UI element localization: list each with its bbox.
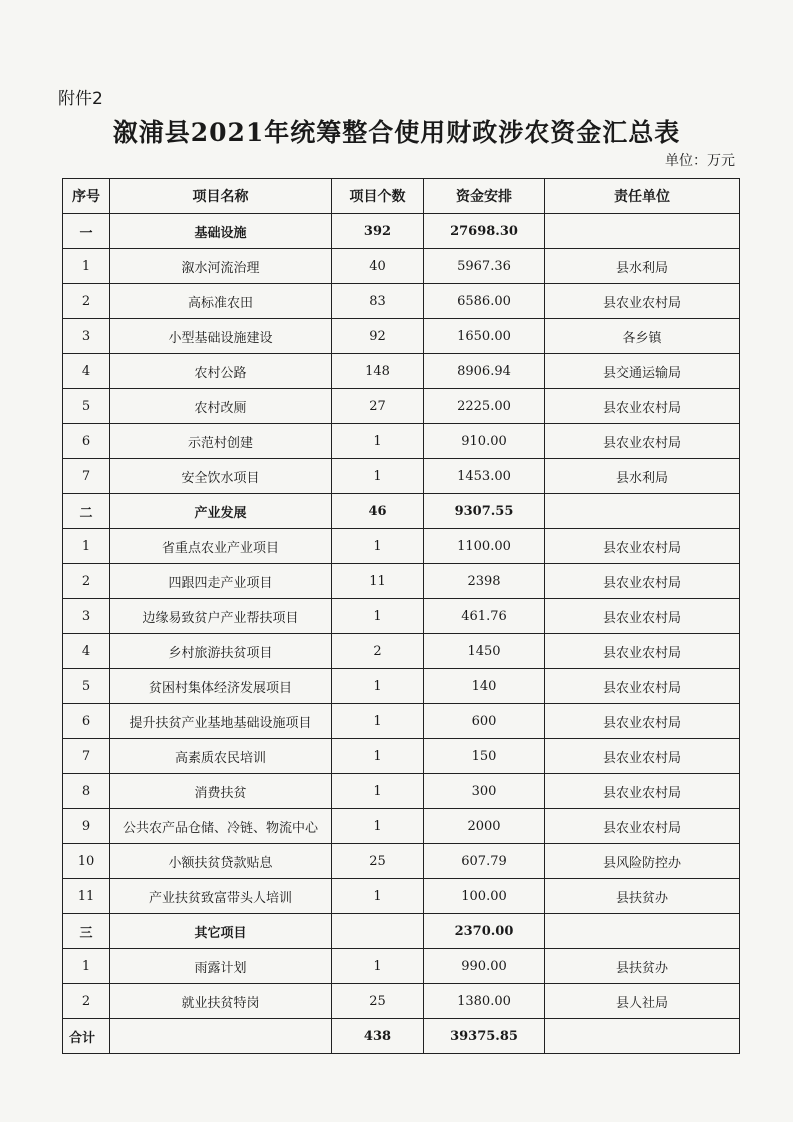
cell-fund-amount: 910.00 [424,424,545,459]
cell-project-count [332,914,424,949]
cell-project-count: 25 [332,984,424,1019]
cell-fund-amount: 9307.55 [424,494,545,529]
table-row [63,459,740,494]
cell-no: 3 [63,319,110,354]
cell-project-count: 1 [332,424,424,459]
header-responsible-unit: 责任单位 [545,179,740,214]
cell-no: 5 [63,669,110,704]
cell-fund-amount: 100.00 [424,879,545,914]
category-row [63,494,740,529]
cell-fund-amount: 39375.85 [424,1019,545,1054]
cell-responsible-unit: 县农业农村局 [545,739,740,774]
cell-project-count: 438 [332,1019,424,1054]
cell-responsible-unit: 县水利局 [545,459,740,494]
table-row [63,704,740,739]
cell-responsible-unit: 县风险防控办 [545,844,740,879]
cell-no: 8 [63,774,110,809]
cell-fund-amount: 1450 [424,634,545,669]
cell-responsible-unit: 县农业农村局 [545,774,740,809]
cell-responsible-unit: 县农业农村局 [545,284,740,319]
cell-project-count: 148 [332,354,424,389]
table-row [63,424,740,459]
cell-responsible-unit [545,914,740,949]
table-header-row [63,179,740,214]
cell-fund-amount: 140 [424,669,545,704]
cell-project-name: 贫困村集体经济发展项目 [110,669,332,704]
cell-no: 一 [63,214,110,249]
cell-no: 9 [63,809,110,844]
cell-responsible-unit: 县水利局 [545,249,740,284]
cell-project-name: 乡村旅游扶贫项目 [110,634,332,669]
cell-responsible-unit: 县扶贫办 [545,949,740,984]
cell-project-name: 产业扶贫致富带头人培训 [110,879,332,914]
cell-no: 6 [63,704,110,739]
cell-fund-amount: 8906.94 [424,354,545,389]
cell-responsible-unit: 县扶贫办 [545,879,740,914]
table-row [63,564,740,599]
table-row [63,319,740,354]
cell-project-name: 雨露计划 [110,949,332,984]
cell-project-count: 25 [332,844,424,879]
cell-fund-amount: 27698.30 [424,214,545,249]
cell-fund-amount: 5967.36 [424,249,545,284]
cell-no: 1 [63,249,110,284]
cell-project-name [110,1019,332,1054]
cell-responsible-unit: 县农业农村局 [545,424,740,459]
cell-responsible-unit: 县农业农村局 [545,529,740,564]
cell-fund-amount: 1100.00 [424,529,545,564]
table-row [63,529,740,564]
cell-project-name: 其它项目 [110,914,332,949]
cell-no: 6 [63,424,110,459]
table-body [63,214,740,1054]
cell-responsible-unit [545,494,740,529]
cell-project-name: 消费扶贫 [110,774,332,809]
cell-fund-amount: 1380.00 [424,984,545,1019]
total-row [63,1019,740,1054]
cell-no: 10 [63,844,110,879]
cell-responsible-unit [545,1019,740,1054]
cell-project-count: 1 [332,949,424,984]
cell-project-count: 1 [332,809,424,844]
cell-project-name: 提升扶贫产业基地基础设施项目 [110,704,332,739]
cell-no: 1 [63,949,110,984]
cell-no: 3 [63,599,110,634]
header-project-name: 项目名称 [110,179,332,214]
table-row [63,774,740,809]
table-row [63,844,740,879]
table-row [63,249,740,284]
cell-project-count: 1 [332,669,424,704]
cell-project-name: 高标准农田 [110,284,332,319]
cell-responsible-unit: 县农业农村局 [545,599,740,634]
cell-fund-amount: 1453.00 [424,459,545,494]
attachment-label: 附件2 [58,89,103,109]
cell-project-count: 1 [332,459,424,494]
cell-fund-amount: 2000 [424,809,545,844]
cell-project-name: 溆水河流治理 [110,249,332,284]
cell-responsible-unit: 县农业农村局 [545,809,740,844]
cell-no: 5 [63,389,110,424]
cell-fund-amount: 300 [424,774,545,809]
cell-project-name: 小型基础设施建设 [110,319,332,354]
cell-project-name: 示范村创建 [110,424,332,459]
cell-fund-amount: 2370.00 [424,914,545,949]
cell-no: 4 [63,634,110,669]
cell-project-count: 11 [332,564,424,599]
table-row [63,599,740,634]
cell-project-name: 边缘易致贫户产业帮扶项目 [110,599,332,634]
cell-project-count: 392 [332,214,424,249]
cell-responsible-unit: 县农业农村局 [545,669,740,704]
unit-label: 单位：万元 [665,153,735,169]
table-row [63,879,740,914]
cell-no: 7 [63,459,110,494]
table-row [63,739,740,774]
cell-fund-amount: 607.79 [424,844,545,879]
cell-no: 1 [63,529,110,564]
category-row [63,914,740,949]
cell-project-name: 安全饮水项目 [110,459,332,494]
cell-fund-amount: 2398 [424,564,545,599]
cell-no: 2 [63,284,110,319]
cell-no: 2 [63,984,110,1019]
cell-project-count: 83 [332,284,424,319]
cell-responsible-unit: 县农业农村局 [545,634,740,669]
cell-project-count: 1 [332,529,424,564]
funds-summary-table [62,178,740,1054]
cell-project-name: 农村公路 [110,354,332,389]
cell-fund-amount: 461.76 [424,599,545,634]
category-row [63,214,740,249]
table-row [63,284,740,319]
cell-no: 2 [63,564,110,599]
cell-fund-amount: 990.00 [424,949,545,984]
cell-no: 合计 [63,1019,110,1054]
cell-project-name: 省重点农业产业项目 [110,529,332,564]
cell-project-count: 1 [332,739,424,774]
table-row [63,669,740,704]
cell-project-count: 1 [332,774,424,809]
cell-project-name: 小额扶贫贷款贴息 [110,844,332,879]
cell-project-name: 就业扶贫特岗 [110,984,332,1019]
cell-no: 7 [63,739,110,774]
cell-project-count: 92 [332,319,424,354]
header-no: 序号 [63,179,110,214]
cell-fund-amount: 150 [424,739,545,774]
cell-responsible-unit: 县农业农村局 [545,704,740,739]
cell-project-count: 1 [332,879,424,914]
cell-project-name: 公共农产品仓储、冷链、物流中心 [110,809,332,844]
cell-project-name: 农村改厕 [110,389,332,424]
cell-project-name: 基础设施 [110,214,332,249]
cell-no: 11 [63,879,110,914]
cell-no: 三 [63,914,110,949]
document-title: 溆浦县2021年统筹整合使用财政涉农资金汇总表 [112,118,681,147]
table-row [63,984,740,1019]
cell-no: 4 [63,354,110,389]
cell-project-count: 46 [332,494,424,529]
cell-responsible-unit: 县农业农村局 [545,389,740,424]
cell-responsible-unit: 县人社局 [545,984,740,1019]
table-row [63,634,740,669]
cell-responsible-unit: 县农业农村局 [545,564,740,599]
cell-project-name: 四跟四走产业项目 [110,564,332,599]
header-fund-amount: 资金安排 [424,179,545,214]
cell-project-count: 1 [332,599,424,634]
cell-project-count: 1 [332,704,424,739]
header-project-count: 项目个数 [332,179,424,214]
cell-responsible-unit: 各乡镇 [545,319,740,354]
cell-responsible-unit: 县交通运输局 [545,354,740,389]
table-row [63,389,740,424]
cell-responsible-unit [545,214,740,249]
cell-project-name: 产业发展 [110,494,332,529]
cell-fund-amount: 2225.00 [424,389,545,424]
cell-fund-amount: 6586.00 [424,284,545,319]
cell-fund-amount: 600 [424,704,545,739]
cell-project-count: 40 [332,249,424,284]
cell-no: 二 [63,494,110,529]
table-row [63,809,740,844]
cell-project-name: 高素质农民培训 [110,739,332,774]
cell-project-count: 27 [332,389,424,424]
table-row [63,354,740,389]
table-row [63,949,740,984]
cell-fund-amount: 1650.00 [424,319,545,354]
cell-project-count: 2 [332,634,424,669]
